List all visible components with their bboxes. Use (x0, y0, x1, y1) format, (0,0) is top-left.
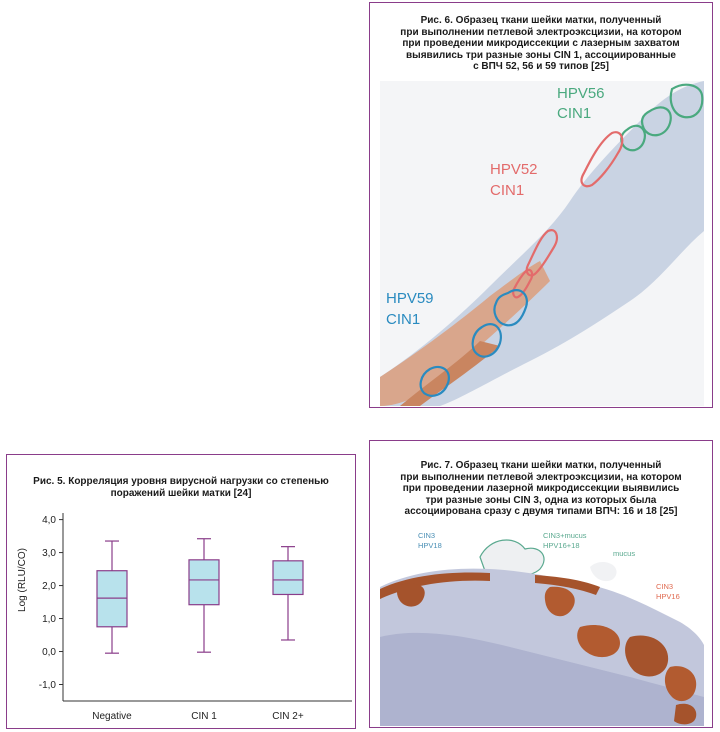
figure-5-caption: Рис. 5. Корреляция уровня вирусной нагрузки со степенью поражений шейки матки [24] (33, 476, 329, 499)
label-hpv52-cin: CIN1 (490, 182, 525, 199)
figure-6-tissue-image (380, 81, 704, 406)
y-tick-label: -1,0 (38, 680, 56, 692)
label-cin3-hpv18: CIN3 (418, 531, 436, 540)
figure-7-caption: Рис. 7. Образец ткани шейки матки, полученный при выполнении петлевой электроэксцизии, на котором при проведении лазерной микродиссекции выявились три разные зоны CIN 3, одна из которых была ассоциирована сразу с двумя типами ВПЧ: 16 и 18 [25] (400, 460, 682, 518)
y-axis-label: Log (RLU/CO) (17, 548, 28, 612)
label-mucus: mucus (613, 549, 636, 558)
box-2 (189, 560, 219, 605)
x-tick-label: CIN 2+ (272, 711, 304, 722)
label-hpv59: HPV59 (386, 290, 434, 307)
label-cin3-hpv18-type: HPV18 (418, 541, 442, 550)
figure-6-caption: Рис. 6. Образец ткани шейки матки, полученный при выполнении петлевой электроэксцизии, на котором при проведении микродиссекции с лазерным захватом выявились три разные зоны CIN 1, ассоциированные с ВПЧ 52, 56 и 59 типов [25] (400, 15, 682, 73)
x-tick-label: Negative (92, 711, 132, 722)
label-cin3-hpv16: CIN3 (656, 582, 674, 591)
label-hpv56: HPV56 (557, 85, 605, 102)
x-tick-label: CIN 1 (191, 711, 217, 722)
y-tick-label: 4,0 (42, 515, 56, 527)
figure-7-panel (369, 440, 713, 728)
box-3 (273, 561, 303, 595)
label-cin3-hpv16-type: HPV16 (656, 592, 680, 601)
box-1 (97, 571, 127, 627)
label-cin3-mucus-type: HPV16+18 (543, 541, 580, 550)
y-tick-label: 0,0 (42, 647, 56, 659)
y-tick-label: 1,0 (42, 614, 56, 626)
y-tick-label: 3,0 (42, 548, 56, 560)
label-cin3-mucus: CIN3+mucus (543, 531, 587, 540)
figure-5-panel (6, 454, 356, 729)
figure-6-panel (369, 2, 713, 408)
boxplot-chart (7, 455, 357, 730)
label-hpv59-cin: CIN1 (386, 311, 421, 328)
label-hpv56-cin: CIN1 (557, 105, 592, 122)
y-tick-label: 2,0 (42, 581, 56, 593)
figure-7-tissue-image (380, 527, 704, 726)
label-hpv52: HPV52 (490, 161, 538, 178)
